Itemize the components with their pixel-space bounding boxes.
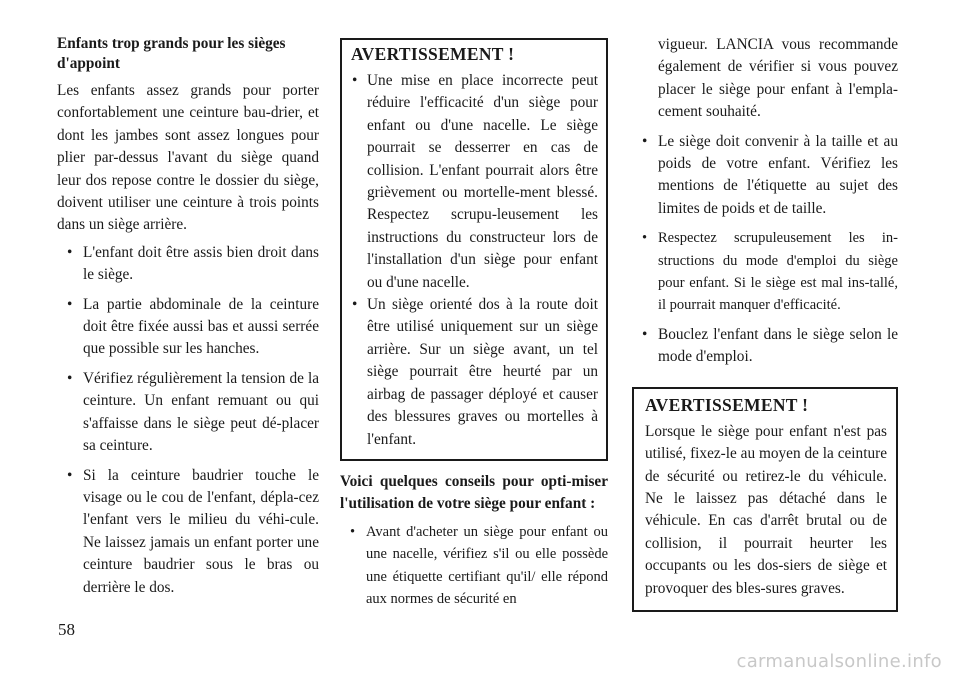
warning-box <box>632 387 898 612</box>
warning-text: Lorsque le siège pour enfant n'est pas utilisé, fixez-le au moyen de la ceinture de sécurité ou retirez-le du véhicule. Ne le laissez pas détaché dans le véhicule. En cas d'arrêt brutal ou de collision, il pourrait heurter les occupants ou les dos-siers de siège et provoquer des bles-sures graves. <box>645 422 887 597</box>
list-item: • Respectez scrupuleusement les in-structions du mode d'emploi du siège pour enfant. Si le siège est mal ins-tallé, il pourrait manquer d'efficacité. <box>632 227 898 317</box>
column-right <box>632 34 898 612</box>
warning-title: AVERTISSEMENT ! <box>351 44 515 64</box>
list-item: • Bouclez l'enfant dans le siège selon le mode d'emploi. <box>632 324 898 369</box>
continued-text: vigueur. LANCIA vous recommande également de vérifier si vous pouvez placer le siège pour enfant à l'empla-cement souhaité. <box>658 36 898 121</box>
list-item: • L'enfant doit être assis bien droit dans le siège. <box>57 242 319 287</box>
column-left <box>57 34 319 606</box>
list-item: • La partie abdominale de la ceinture doit être fixée aussi bas et aussi serrée que possible sur les hanches. <box>57 294 319 361</box>
section-heading-tips: Voici quelques conseils pour opti-miser l'utilisation de votre siège pour enfant : <box>340 472 608 512</box>
bullet-list <box>632 131 898 369</box>
body-paragraph: Les enfants assez grands pour porter confortablement une ceinture bau-drier, et dont les jambes sont assez longues pour plier par-dessus l'avant du siège quand leur dos repose contre le dossier du siège, doivent utiliser une ceinture à trois points dans un siège arrière. <box>57 82 319 234</box>
warning-box <box>340 38 608 461</box>
bullet-list <box>57 242 319 599</box>
bullet-list <box>340 521 608 611</box>
warning-bullet-list <box>351 70 598 451</box>
section-heading-older-children: Enfants trop grands pour les sièges d'appoint <box>57 35 286 72</box>
list-item: • Le siège doit convenir à la taille et au poids de votre enfant. Vérifiez les mentions de l'étiquette au sujet des limites de poids et de taille. <box>632 131 898 221</box>
list-item: • Si la ceinture baudrier touche le visage ou le cou de l'enfant, dépla-cez l'enfant vers le milieu du véhi-cule. Ne laissez jamais un enfant porter une ceinture baudrier sous le bras ou derrière le dos. <box>57 465 319 599</box>
list-item: • Vérifiez régulièrement la tension de la ceinture. Un enfant remuant ou qui s'affaisse dans le siège peut dé-placer sa ceinture. <box>57 368 319 458</box>
watermark-text: carmanualsonline.info <box>736 651 942 672</box>
warning-title: AVERTISSEMENT ! <box>645 394 809 415</box>
column-middle <box>340 38 608 618</box>
page-number: 58 <box>58 620 75 639</box>
list-item: • Un siège orienté dos à la route doit être utilisé uniquement sur un siège arrière. Sur un siège avant, un tel siège pourrait être heurté par un airbag de passager déployé et causer des blessures graves ou mortelles à l'enfant. <box>351 294 598 451</box>
list-item: • Une mise en place incorrecte peut réduire l'efficacité d'un siège pour enfant ou d'une nacelle. Le siège pourrait se desserrer en cas de collision. L'enfant pourrait alors être grièvement ou mortelle-ment blessé. Respectez scrupu-leusement les instructions du constructeur lors de l'installation d'un siège pour enfant ou d'une nacelle. <box>351 70 598 294</box>
list-item: • Avant d'acheter un siège pour enfant ou une nacelle, vérifiez s'il ou elle possède une étiquette certifiant qu'il/ elle répond aux normes de sécurité en <box>340 521 608 611</box>
